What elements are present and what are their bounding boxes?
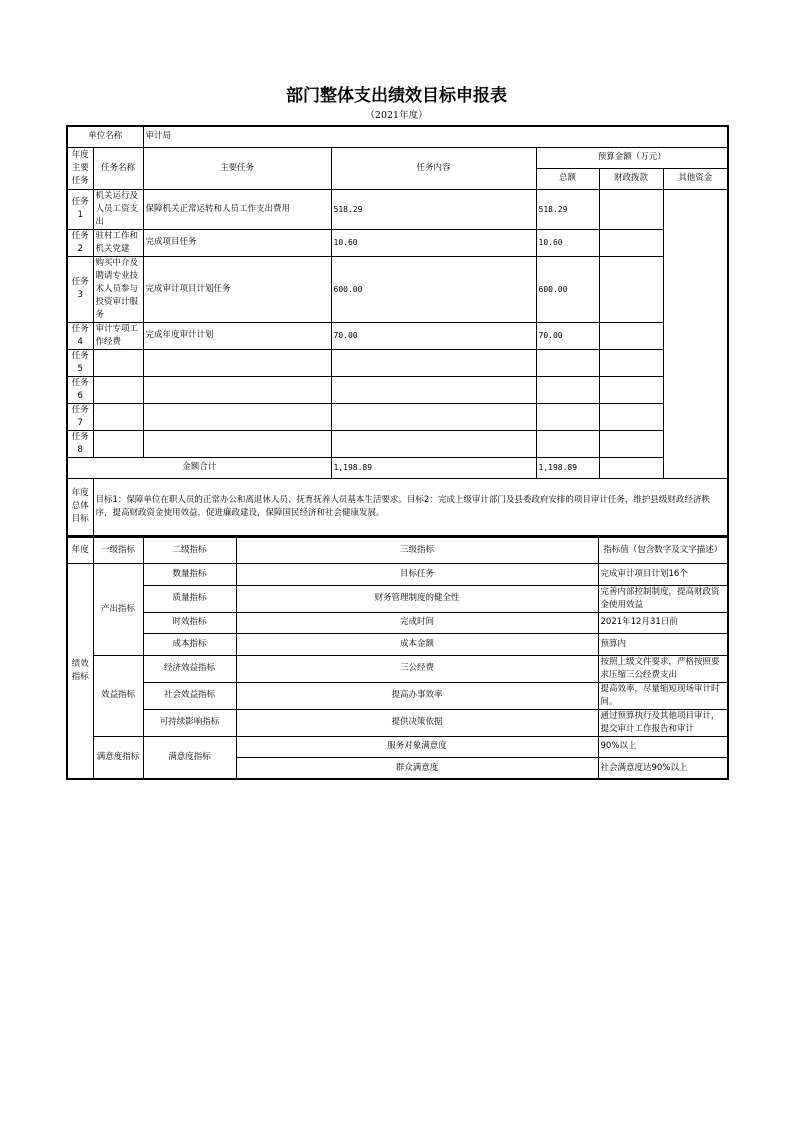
task-name: 任务4 bbox=[67, 322, 93, 349]
task-total bbox=[331, 430, 536, 457]
header-level2: 二级指标 bbox=[143, 538, 236, 564]
task-other bbox=[599, 376, 663, 403]
level2-indicator: 可持续影响指标 bbox=[143, 709, 236, 736]
task-name: 任务8 bbox=[67, 430, 93, 457]
task-other bbox=[599, 430, 663, 457]
task-other bbox=[599, 322, 663, 349]
task-other bbox=[599, 229, 663, 256]
task-content bbox=[143, 430, 331, 457]
task-fiscal: 10.60 bbox=[536, 229, 599, 256]
task-row bbox=[67, 349, 728, 376]
level2-indicator: 质量指标 bbox=[143, 585, 236, 612]
goals-text: 目标1：保障单位在职人员的正常办公和离退休人员、抚育抚养人员基本生活要求。目标2：完成上级审计部门及县委政府安排的项目审计任务，维护县级财政经济秩序，提高财政资金使用效益，促进廉政建设，保障国民经济和社会健康发展。 bbox=[93, 478, 728, 536]
task-name: 任务6 bbox=[67, 376, 93, 403]
indicator-row bbox=[67, 655, 728, 682]
indicator-row bbox=[67, 564, 728, 586]
task-row bbox=[67, 403, 728, 430]
indicator-value: 完善内部控制制度，提高财政资金使用效益 bbox=[598, 585, 728, 612]
level2-indicator: 时效指标 bbox=[143, 612, 236, 634]
task-main: 购买中介及聘请专业技术人员参与投资审计服务 bbox=[93, 256, 143, 322]
header-fiscal: 财政拨款 bbox=[599, 168, 663, 189]
header-year: 年度 bbox=[67, 538, 93, 564]
indicator-value: 通过预算执行及其他项目审计，提交审计工作报告和审计 bbox=[598, 709, 728, 736]
task-total: 518.29 bbox=[331, 189, 536, 229]
level1-indicator: 效益指标 bbox=[93, 655, 143, 736]
task-content bbox=[143, 349, 331, 376]
header-task-name: 任务名称 bbox=[93, 147, 143, 189]
task-content: 完成审计项目计划任务 bbox=[143, 256, 331, 322]
level2-indicator: 成本指标 bbox=[143, 634, 236, 656]
sum-label: 金额合计 bbox=[67, 457, 331, 478]
unit-label: 单位名称 bbox=[67, 126, 143, 147]
header-total: 总额 bbox=[536, 168, 599, 189]
report-tables bbox=[66, 125, 727, 780]
indicator-value: 按照上级文件要求，严格按照要求压缩三公经费支出 bbox=[598, 655, 728, 682]
task-name: 任务1 bbox=[67, 189, 93, 229]
task-main bbox=[93, 430, 143, 457]
header-value: 指标值（包含数字及文字描述） bbox=[598, 538, 728, 564]
task-other bbox=[599, 189, 663, 229]
task-content bbox=[143, 376, 331, 403]
task-content: 完成项目任务 bbox=[143, 229, 331, 256]
task-fiscal: 518.29 bbox=[536, 189, 599, 229]
task-row bbox=[67, 376, 728, 403]
level3-indicator: 财务管理制度的健全性 bbox=[236, 585, 598, 612]
task-content: 完成年度审计计划 bbox=[143, 322, 331, 349]
task-fiscal: 600.00 bbox=[536, 256, 599, 322]
indicator-row bbox=[67, 634, 728, 656]
task-other bbox=[599, 256, 663, 322]
indicator-value: 90%以上 bbox=[598, 736, 728, 758]
level2-indicator: 满意度指标 bbox=[143, 736, 236, 779]
level3-indicator: 服务对象满意度 bbox=[236, 736, 598, 758]
annual-tasks-label: 年度主要任务 bbox=[67, 147, 93, 189]
indicator-value: 提高效率，尽量缩短现场审计时间。 bbox=[598, 682, 728, 709]
level3-indicator: 完成时间 bbox=[236, 612, 598, 634]
task-main bbox=[93, 376, 143, 403]
task-total: 70.00 bbox=[331, 322, 536, 349]
task-content bbox=[143, 403, 331, 430]
indicator-row bbox=[67, 612, 728, 634]
level2-indicator: 社会效益指标 bbox=[143, 682, 236, 709]
task-name: 任务5 bbox=[67, 349, 93, 376]
task-main bbox=[93, 349, 143, 376]
indicator-row bbox=[67, 736, 728, 758]
level3-indicator: 成本金额 bbox=[236, 634, 598, 656]
task-other bbox=[599, 403, 663, 430]
task-name: 任务7 bbox=[67, 403, 93, 430]
task-fiscal bbox=[536, 376, 599, 403]
sum-other bbox=[599, 457, 663, 478]
sum-fiscal: 1,198.89 bbox=[536, 457, 599, 478]
task-name: 任务2 bbox=[67, 229, 93, 256]
task-other bbox=[599, 349, 663, 376]
indicator-value: 社会满意度达90%以上 bbox=[598, 758, 728, 780]
header-level3: 三级指标 bbox=[236, 538, 598, 564]
header-budget: 预算金额（万元） bbox=[536, 147, 728, 168]
level2-indicator: 数量指标 bbox=[143, 564, 236, 586]
task-total bbox=[331, 376, 536, 403]
header-main-task: 主要任务 bbox=[143, 147, 331, 189]
indicator-row bbox=[67, 585, 728, 612]
task-row bbox=[67, 256, 728, 322]
task-total bbox=[331, 403, 536, 430]
indicator-row bbox=[67, 709, 728, 736]
level3-indicator: 提供决策依据 bbox=[236, 709, 598, 736]
task-content: 保障机关正常运转和人员工作支出费用 bbox=[143, 189, 331, 229]
task-main: 机关运行及人员工资支出 bbox=[93, 189, 143, 229]
performance-indicators-label: 绩效指标 bbox=[67, 564, 93, 780]
indicator-value: 完成审计项目计划16个 bbox=[598, 564, 728, 586]
task-total bbox=[331, 349, 536, 376]
header-task-content: 任务内容 bbox=[331, 147, 536, 189]
level1-indicator: 满意度指标 bbox=[93, 736, 143, 779]
page-title: 部门整体支出绩效目标申报表 bbox=[286, 86, 507, 106]
level3-indicator: 三公经费 bbox=[236, 655, 598, 682]
task-fiscal bbox=[536, 403, 599, 430]
task-row bbox=[67, 322, 728, 349]
level3-indicator: 群众满意度 bbox=[236, 758, 598, 780]
header-other: 其他资金 bbox=[663, 168, 728, 189]
level2-indicator: 经济效益指标 bbox=[143, 655, 236, 682]
indicator-row bbox=[67, 682, 728, 709]
indicators-table bbox=[66, 537, 729, 780]
task-main: 驻村工作和机关党建 bbox=[93, 229, 143, 256]
indicator-value: 2021年12月31日前 bbox=[598, 612, 728, 634]
indicator-value: 预算内 bbox=[598, 634, 728, 656]
level1-indicator: 产出指标 bbox=[93, 564, 143, 656]
task-row bbox=[67, 189, 728, 229]
sum-total: 1,198.89 bbox=[331, 457, 536, 478]
task-total: 600.00 bbox=[331, 256, 536, 322]
tasks-table bbox=[66, 125, 729, 537]
task-main: 审计专项工作经费 bbox=[93, 322, 143, 349]
task-fiscal: 70.00 bbox=[536, 322, 599, 349]
task-fiscal bbox=[536, 349, 599, 376]
goals-label: 年度总体目标 bbox=[67, 478, 93, 536]
page-subtitle: （2021年度） bbox=[365, 110, 428, 121]
level3-indicator: 提高办事效率 bbox=[236, 682, 598, 709]
unit-value: 审计局 bbox=[143, 126, 728, 147]
task-main bbox=[93, 403, 143, 430]
level3-indicator: 目标任务 bbox=[236, 564, 598, 586]
task-total: 10.60 bbox=[331, 229, 536, 256]
task-name: 任务3 bbox=[67, 256, 93, 322]
task-row bbox=[67, 229, 728, 256]
task-fiscal bbox=[536, 430, 599, 457]
task-row bbox=[67, 430, 728, 457]
header-level1: 一级指标 bbox=[93, 538, 143, 564]
